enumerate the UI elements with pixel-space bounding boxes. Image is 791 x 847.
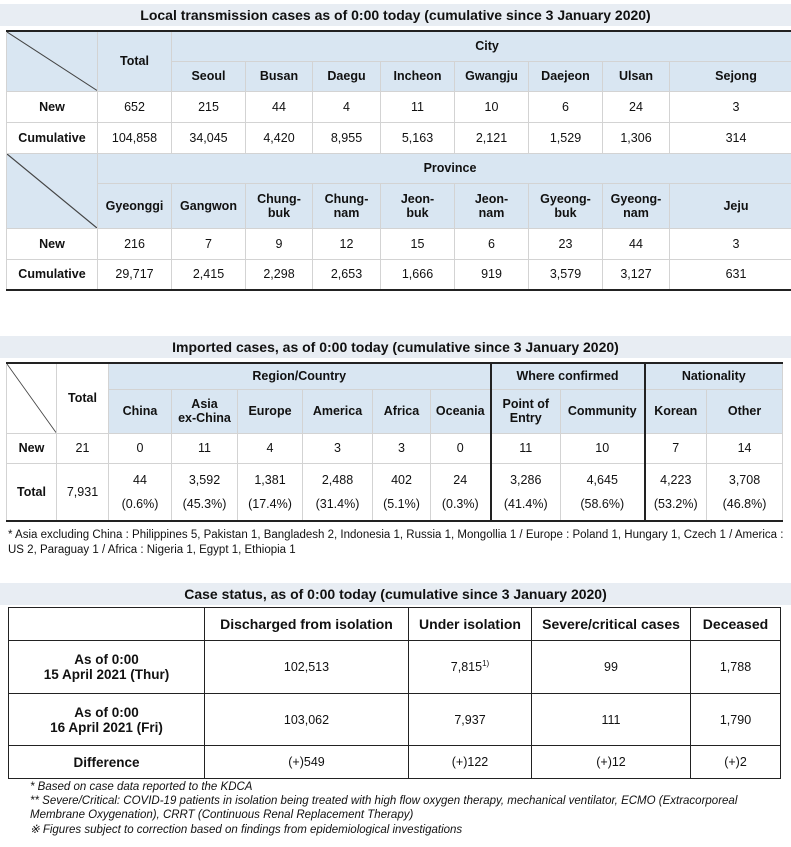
- cell-value: 7,815: [450, 660, 483, 675]
- col-header: Asia ex-China: [172, 389, 238, 433]
- city-cum-row: [7, 122, 791, 153]
- cell: 2,415: [172, 259, 246, 290]
- cell: 3: [670, 228, 791, 259]
- cell: 9: [246, 228, 313, 259]
- row-label: New: [7, 433, 57, 463]
- cell: [238, 463, 303, 521]
- percent: (17.4%): [248, 496, 292, 511]
- cell: 0: [431, 433, 491, 463]
- city-name: Incheon: [381, 61, 455, 91]
- col-header: Severe/critical cases: [532, 608, 691, 641]
- cell: 1,529: [529, 122, 603, 153]
- percent: (0.6%): [121, 496, 159, 511]
- imported-note: * Asia excluding China : Philippines 5, Pakistan 1, Bangladesh 2, Indonesia 1, Russia 1, Mongollia 1 / Europe : Poland 1, Hungary 1, Czech 1 / America : US 2, Paraguay 1 / Africa : Nigeria 1, Egypt 1, Ethiopia 1: [8, 529, 784, 556]
- status-row-1: [9, 641, 781, 694]
- cell: [431, 463, 491, 521]
- row-label: Cumulative: [7, 259, 98, 290]
- percent: (0.3%): [441, 496, 479, 511]
- cell: [491, 463, 561, 521]
- cell: [172, 463, 238, 521]
- count: 44: [133, 472, 147, 487]
- imported-total-row: [7, 463, 783, 521]
- cell: (+)122: [409, 746, 532, 779]
- imported-new-row: [7, 433, 783, 463]
- imported-title: Imported cases, as of 0:00 today (cumulative since 3 January 2020): [0, 336, 791, 358]
- province-name: Gyeong- nam: [603, 183, 670, 228]
- city-name: Busan: [246, 61, 313, 91]
- cell: 44: [603, 228, 670, 259]
- cell: [561, 463, 645, 521]
- cell: 6: [529, 91, 603, 122]
- city-header: City: [172, 31, 791, 61]
- percent: (5.1%): [383, 496, 420, 511]
- cell: 8,955: [313, 122, 381, 153]
- status-row-2: [9, 694, 781, 746]
- cell: 103,062: [205, 694, 409, 746]
- footnote-2: ** Severe/Critical: COVID-19 patients in isolation being treated with high flow oxygen therapy, mechanical ventilator, ECMO (Extracorporeal Membrane Oxygenation), CRRT (Continuous Renal Replacement Therapy): [30, 795, 738, 821]
- cell: 652: [98, 91, 172, 122]
- diagonal-cell: [7, 363, 57, 433]
- province-name: Jeju: [670, 183, 791, 228]
- total-header: Total: [57, 363, 109, 433]
- count: 3,708: [728, 472, 761, 487]
- cell: 1,788: [691, 641, 781, 694]
- cell: 7,937: [409, 694, 532, 746]
- city-new-row: [7, 91, 791, 122]
- city-name: Ulsan: [603, 61, 670, 91]
- cell: 1,790: [691, 694, 781, 746]
- cell: 4: [238, 433, 303, 463]
- row-label: New: [7, 228, 98, 259]
- col-header: America: [303, 389, 373, 433]
- cell: 3,579: [529, 259, 603, 290]
- col-header: Community: [561, 389, 645, 433]
- cell: [303, 463, 373, 521]
- province-names-row: [7, 183, 791, 228]
- province-name: Gangwon: [172, 183, 246, 228]
- row-label-line: As of 0:00: [74, 704, 139, 720]
- cell: 2,653: [313, 259, 381, 290]
- cell: 15: [381, 228, 455, 259]
- cell: 102,513: [205, 641, 409, 694]
- cell: 21: [57, 433, 109, 463]
- cell: (+)2: [691, 746, 781, 779]
- row-label: [9, 641, 205, 694]
- count: 402: [391, 472, 412, 487]
- cell: 0: [109, 433, 172, 463]
- row-label: [9, 694, 205, 746]
- cell: 10: [455, 91, 529, 122]
- city-name: Seoul: [172, 61, 246, 91]
- col-header: Korean: [645, 389, 707, 433]
- row-label: Total: [7, 463, 57, 521]
- cell: 111: [532, 694, 691, 746]
- cell: 215: [172, 91, 246, 122]
- row-label: Difference: [9, 746, 205, 779]
- cell: 631: [670, 259, 791, 290]
- col-header: Discharged from isolation: [205, 608, 409, 641]
- cell: 104,858: [98, 122, 172, 153]
- province-name: Chung- nam: [313, 183, 381, 228]
- province-header: Province: [98, 153, 791, 183]
- percent: (46.8%): [722, 496, 767, 511]
- province-name: Jeon- nam: [455, 183, 529, 228]
- cell: [409, 641, 532, 694]
- city-name: Daejeon: [529, 61, 603, 91]
- region-header: Region/Country: [109, 363, 491, 389]
- count: 24: [453, 472, 468, 487]
- status-title: Case status, as of 0:00 today (cumulative since 3 January 2020): [0, 583, 791, 605]
- footnote-marker: 1): [482, 659, 490, 669]
- row-label: Cumulative: [7, 122, 98, 153]
- city-name: Daegu: [313, 61, 381, 91]
- row-label-line: As of 0:00: [74, 652, 139, 667]
- count: 3,592: [188, 472, 221, 487]
- col-header: Europe: [238, 389, 303, 433]
- cell: 3: [670, 91, 791, 122]
- province-name: Jeon- buk: [381, 183, 455, 228]
- status-table: [8, 607, 781, 779]
- count: 4,645: [586, 472, 618, 487]
- count: 1,381: [254, 472, 286, 487]
- cell: (+)12: [532, 746, 691, 779]
- province-name: Chung- buk: [246, 183, 313, 228]
- imported-cols-row: [7, 389, 783, 433]
- row-label-line: 16 April 2021 (Fri): [50, 719, 163, 735]
- cell: 34,045: [172, 122, 246, 153]
- cell: 6: [455, 228, 529, 259]
- cell: 3: [303, 433, 373, 463]
- cell: [109, 463, 172, 521]
- col-header: Oceania: [431, 389, 491, 433]
- cell: 99: [532, 641, 691, 694]
- col-header: Africa: [373, 389, 431, 433]
- count: 4,223: [660, 472, 692, 487]
- empty-header: [9, 608, 205, 641]
- count: 2,488: [321, 472, 354, 487]
- cell: 216: [98, 228, 172, 259]
- col-header: Deceased: [691, 608, 781, 641]
- cell: 44: [246, 91, 313, 122]
- province-name: Gyeonggi: [98, 183, 172, 228]
- cell: 24: [603, 91, 670, 122]
- row-label: New: [7, 91, 98, 122]
- row-label-line: 15 April 2021 (Thur): [43, 667, 170, 682]
- cell: 2,298: [246, 259, 313, 290]
- where-header: Where confirmed: [491, 363, 645, 389]
- cell: 1,306: [603, 122, 670, 153]
- nationality-header: Nationality: [645, 363, 783, 389]
- cell: 11: [172, 433, 238, 463]
- percent: (41.4%): [503, 496, 548, 511]
- cell: 10: [561, 433, 645, 463]
- cell: 4: [313, 91, 381, 122]
- cell: 7,931: [57, 463, 109, 521]
- status-diff-row: [9, 746, 781, 779]
- province-cum-row: [7, 259, 791, 290]
- cell: 14: [707, 433, 783, 463]
- count: 3,286: [510, 472, 542, 487]
- status-header-row: [9, 608, 781, 641]
- total-header: Total: [98, 31, 172, 91]
- cell: 5,163: [381, 122, 455, 153]
- col-header: Under isolation: [409, 608, 532, 641]
- cell: 919: [455, 259, 529, 290]
- cell: 2,121: [455, 122, 529, 153]
- cell: [707, 463, 783, 521]
- cell: [373, 463, 431, 521]
- city-name: Gwangju: [455, 61, 529, 91]
- footnote-1: * Based on case data reported to the KDCA: [30, 781, 253, 793]
- local-title: Local transmission cases as of 0:00 today (cumulative since 3 January 2020): [0, 4, 791, 26]
- cell: 11: [381, 91, 455, 122]
- cell: 29,717: [98, 259, 172, 290]
- percent: (31.4%): [315, 496, 360, 511]
- imported-table: [6, 362, 783, 522]
- percent: (58.6%): [580, 496, 625, 511]
- cell: 23: [529, 228, 603, 259]
- percent: (45.3%): [182, 496, 227, 511]
- percent: (53.2%): [653, 496, 698, 511]
- cell: 3,127: [603, 259, 670, 290]
- cell: 11: [491, 433, 561, 463]
- footnote-3: ※ Figures subject to correction based on findings from epidemiological investigations: [30, 824, 463, 836]
- city-name: Sejong: [670, 61, 791, 91]
- col-header: Point of Entry: [491, 389, 561, 433]
- cell: (+)549: [205, 746, 409, 779]
- cell: 7: [645, 433, 707, 463]
- local-city-table: [6, 30, 791, 291]
- diagonal-cell: [7, 31, 98, 91]
- province-new-row: [7, 228, 791, 259]
- province-name: Gyeong- buk: [529, 183, 603, 228]
- cell: 7: [172, 228, 246, 259]
- col-header: China: [109, 389, 172, 433]
- cell: 1,666: [381, 259, 455, 290]
- cell: 4,420: [246, 122, 313, 153]
- cell: 3: [373, 433, 431, 463]
- cell: 314: [670, 122, 791, 153]
- cell: [645, 463, 707, 521]
- cell: 12: [313, 228, 381, 259]
- diagonal-cell: [7, 153, 98, 228]
- col-header: Other: [707, 389, 783, 433]
